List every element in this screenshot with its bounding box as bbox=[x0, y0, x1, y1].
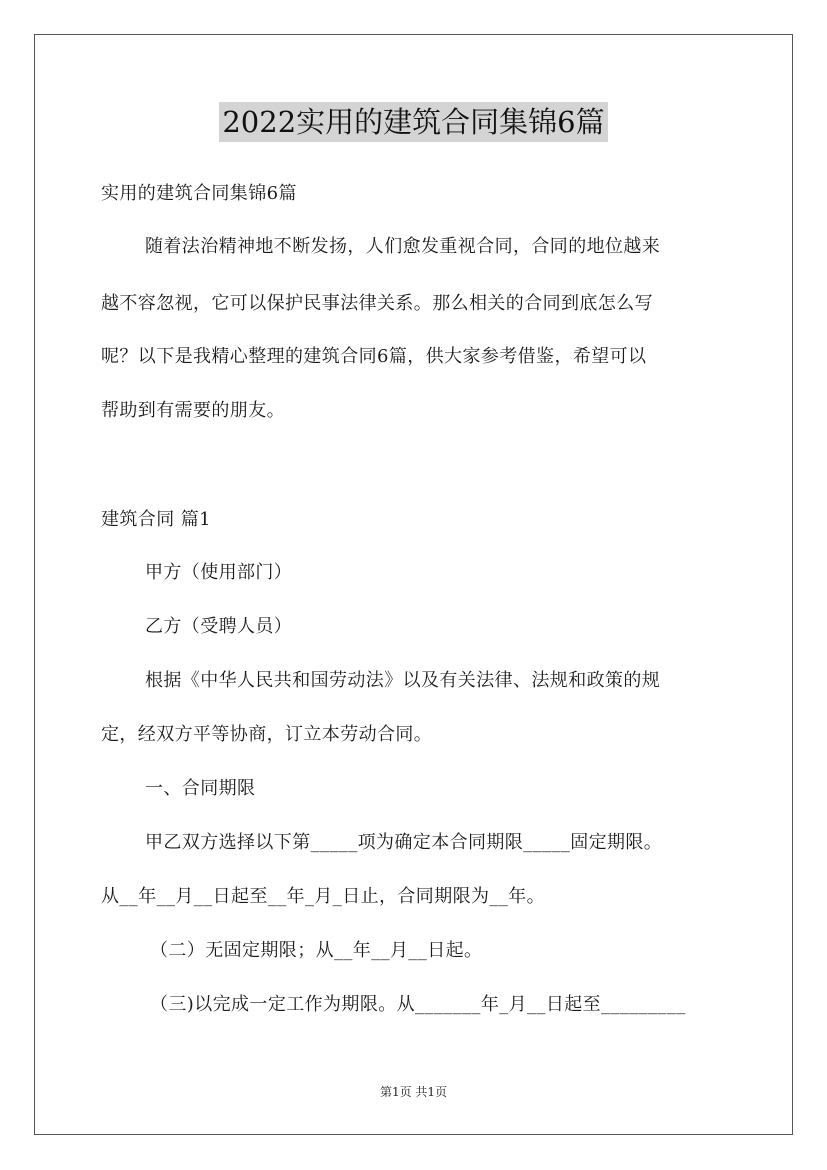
clause-1-heading: 一、合同期限 bbox=[145, 778, 256, 799]
clause-1-body-line-1: 甲乙双方选择以下第_____项为确定本合同期限_____固定期限。 bbox=[145, 832, 663, 853]
intro-line-3: 呢？以下是我精心整理的建筑合同6篇，供大家参考借鉴，希望可以 bbox=[101, 346, 647, 367]
clause-1-body-line-2: 从__年__月__日起至__年_月_日止，合同期限为__年。 bbox=[101, 886, 545, 907]
document-subtitle: 实用的建筑合同集锦6篇 bbox=[101, 183, 297, 204]
section-heading: 建筑合同 篇1 bbox=[101, 509, 211, 530]
clause-1-item-3: （三)以完成一定工作为期限。从_______年_月__日起至_________ bbox=[150, 994, 686, 1015]
intro-line-1: 随着法治精神地不断发扬，人们愈发重视合同，合同的地位越来 bbox=[145, 236, 661, 257]
basis-line-2: 定，经双方平等协商，订立本劳动合同。 bbox=[101, 724, 433, 745]
intro-line-4: 帮助到有需要的朋友。 bbox=[101, 400, 285, 421]
title-container bbox=[0, 102, 827, 142]
party-b: 乙方（受聘人员） bbox=[145, 616, 293, 637]
basis-line-1: 根据《中华人民共和国劳动法》以及有关法律、法规和政策的规 bbox=[145, 670, 661, 691]
party-a: 甲方（使用部门） bbox=[145, 562, 293, 583]
intro-line-2: 越不容忽视，它可以保护民事法律关系。那么相关的合同到底怎么写 bbox=[101, 293, 653, 314]
clause-1-item-2: （二）无固定期限；从__年__月__日起。 bbox=[150, 940, 483, 961]
document-title: 2022实用的建筑合同集锦6篇 bbox=[219, 102, 607, 142]
page-footer: 第1页 共1页 bbox=[379, 1085, 448, 1099]
